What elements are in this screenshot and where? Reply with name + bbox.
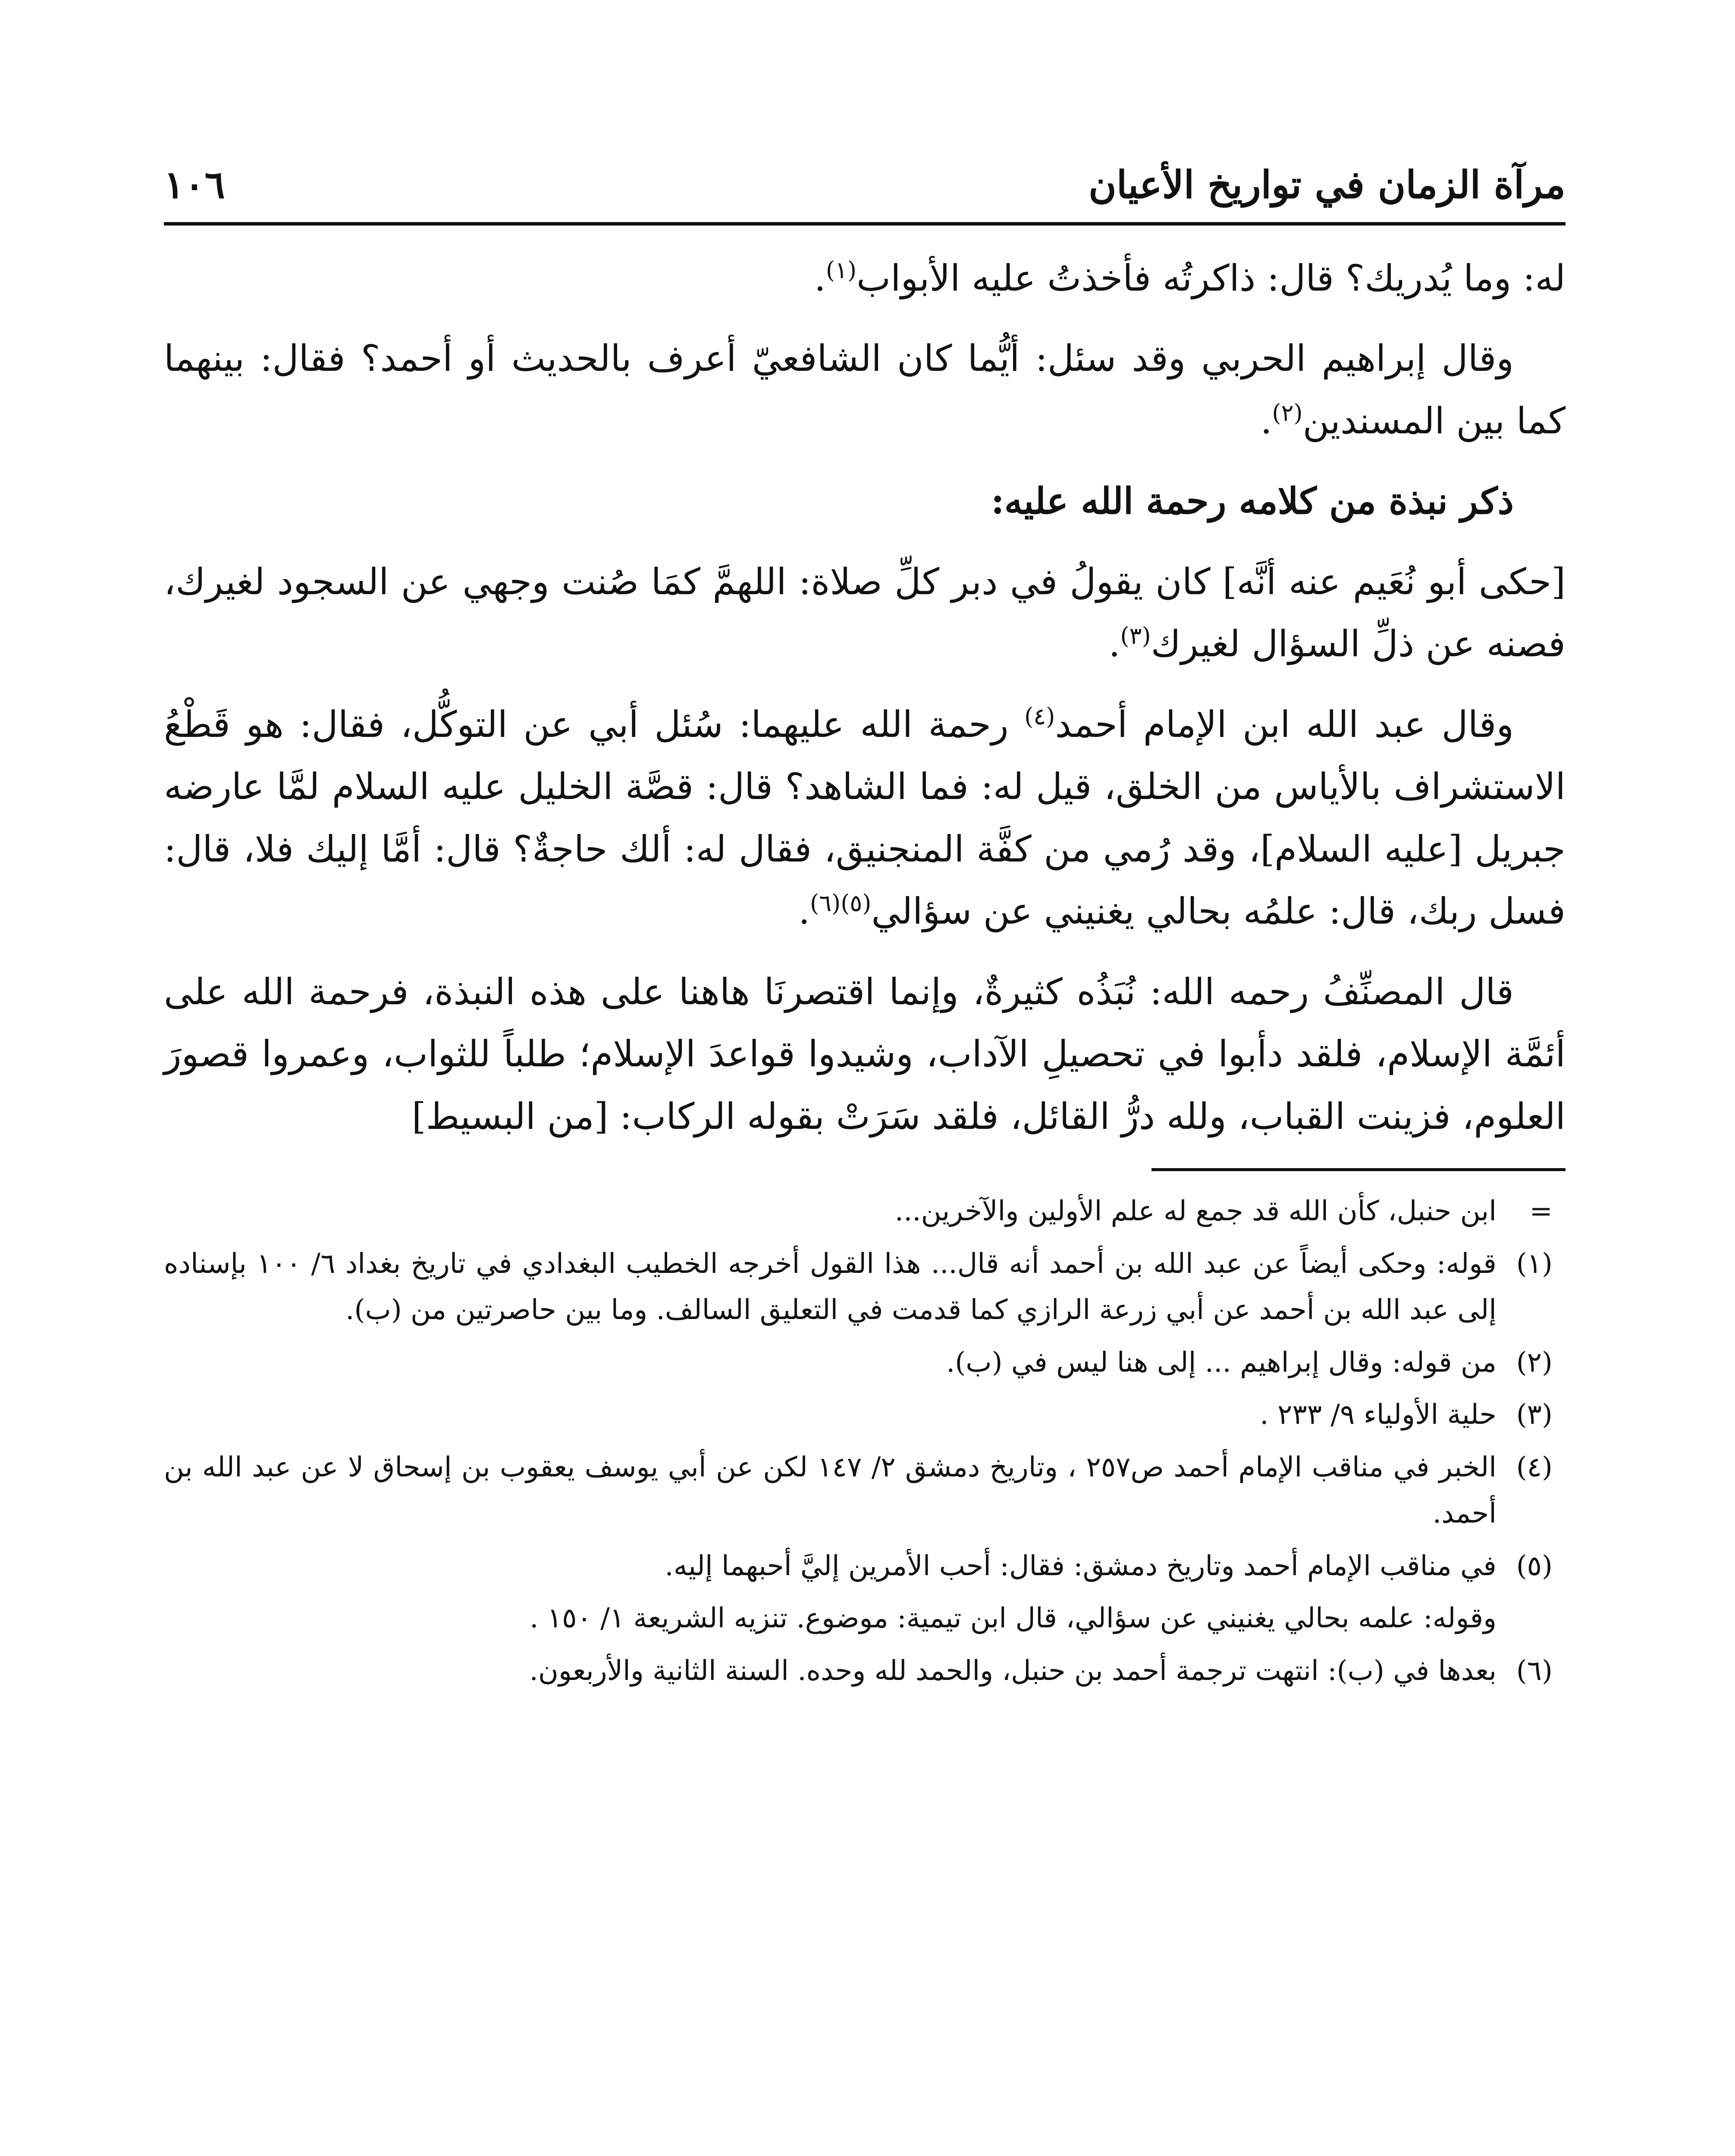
footnote-text: قوله: وحكى أيضاً عن عبد الله بن أحمد أنه قال... هذا القول أخرجه الخطيب البغدادي في تاريخ بغداد ٦/ ١٠٠ بإسناده إلى عبد الله بن أحمد عن أبي زرعة الرازي كما قدمت في التعليق السالف. وما بين حاصرتين من (ب).: [164, 1247, 1497, 1326]
footnote-5: [164, 1543, 1566, 1590]
footnote-ref-1: (١): [825, 257, 857, 284]
footnote-text: ابن حنبل، كأن الله قد جمع له علم الأولين والآخرين...: [894, 1195, 1497, 1228]
footnote-mark: (٢): [1516, 1346, 1553, 1379]
paragraph-5: قال المصنِّفُ رحمه الله: نُبَذُه كثيرةٌ، وإنما اقتصرنَا هاهنا على هذه النبذة، فرحمة الله على أئمَّة الإسلام، فلقد دأبوا في تحصيلِ الآداب، وشيدوا قواعدَ الإسلام؛ طلباً للثواب، وعمروا قصورَ العلوم، فزينت القباب، ولله درُّ القائل، فلقد سَرَتْ بقوله الركاب: [من البسيط]: [164, 970, 1566, 1138]
paragraph-4-text-a: وقال عبد الله ابن الإمام أحمد: [1055, 703, 1514, 746]
footnote-ref-5-6: (٥)(٦): [810, 890, 872, 917]
footnotes: [164, 1188, 1566, 1694]
footnote-6: [164, 1648, 1566, 1695]
footnote-continuation: [164, 1188, 1566, 1235]
page-number: ١٠٦: [164, 162, 225, 207]
footnote-text: الخبر في مناقب الإمام أحمد ص٢٥٧ ، وتاريخ دمشق ٢/ ١٤٧ لكن عن أبي يوسف يعقوب بن إسحاق لا عن عبد الله بن أحمد.: [164, 1451, 1497, 1530]
paragraph-2-text: وقال إبراهيم الحربي وقد سئل: أيُّما كان الشافعيّ أعرف بالحديث أو أحمد؟ فقال: بينهما كما بين المسندين: [164, 337, 1566, 442]
footnote-3: [164, 1392, 1566, 1438]
footnote-ref-2: (٢): [1272, 399, 1303, 426]
paragraph-1-text: له: وما يُدريك؟ قال: ذاكرتُه فأخذتُ عليه الأبواب: [857, 257, 1566, 299]
section-heading: ذكر نبذة من كلامه رحمة الله عليه:: [991, 479, 1514, 523]
paragraph-4-end: .: [798, 890, 810, 933]
footnote-text: من قوله: وقال إبراهيم ... إلى هنا ليس في (ب).: [946, 1346, 1497, 1379]
paragraph-4-text-b: رحمة الله عليهما: سُئل أبي عن التوكُّل، فقال: هو قَطْعُ الاستشراف بالأياس من الخلق، قيل له: فما الشاهد؟ قال: قصَّة الخليل عليه السلام لمَّا عارضه جبريل [عليه السلام]، وقد رُمي من كفَّة المنجنيق، فقال له: ألك حاجةٌ؟ قال: أمَّا إليك فلا، قال: فسل ربك، قال: علمُه بحالي يغنيني عن سؤالي: [164, 703, 1566, 933]
footnote-mark: (٣): [1516, 1399, 1553, 1431]
footnote-text: في مناقب الإمام أحمد وتاريخ دمشق: فقال: أحب الأمرين إليَّ أحبهما إليه.: [665, 1550, 1497, 1582]
footnote-text: حلية الأولياء ٩/ ٢٣٣ .: [1260, 1399, 1497, 1431]
paragraph-2-end: .: [1260, 399, 1272, 442]
footnote-2: [164, 1340, 1566, 1386]
running-header: [164, 142, 1566, 226]
footnote-mark: (٤): [1516, 1451, 1553, 1483]
footnote-4: [164, 1445, 1566, 1537]
footnote-ref-3: (٣): [1120, 622, 1151, 650]
footnote-1: [164, 1241, 1566, 1334]
footnote-mark: (٥): [1516, 1550, 1553, 1582]
paragraph-3: [164, 551, 1566, 675]
paragraph-1-end: .: [814, 257, 826, 299]
footnote-ref-4: (٤): [1024, 702, 1055, 730]
paragraph-3-end: .: [1108, 623, 1120, 665]
paragraph-4: [164, 693, 1566, 943]
footnote-divider: [1151, 1168, 1566, 1171]
footnote-mark: (١): [1516, 1247, 1553, 1280]
footnote-mark: =: [1529, 1195, 1553, 1228]
main-text: [164, 247, 1566, 1147]
book-title: مرآة الزمان في تواريخ الأعيان: [1089, 162, 1566, 207]
paragraph-1: [164, 247, 1566, 309]
footnote-text: وقوله: علمه بحالي يغنيني عن سؤالي، قال ابن تيمية: موضوع. تنزيه الشريعة ١/ ١٥٠ .: [530, 1602, 1497, 1635]
footnote-text: بعدها في (ب): انتهت ترجمة أحمد بن حنبل، والحمد لله وحده. السنة الثانية والأربعون.: [529, 1655, 1497, 1687]
book-page: [164, 142, 1566, 2156]
footnote-5-continued: [164, 1595, 1566, 1642]
footnote-mark: (٦): [1516, 1655, 1553, 1687]
paragraph-3-text: [حكى أبو نُعَيم عنه أنَّه] كان يقولُ في دبر كلِّ صلاة: اللهمَّ كمَا صُنت وجهي عن السجود لغيرك، فصنه عن ذلِّ السؤال لغيرك: [164, 560, 1566, 665]
paragraph-2: [164, 327, 1566, 452]
